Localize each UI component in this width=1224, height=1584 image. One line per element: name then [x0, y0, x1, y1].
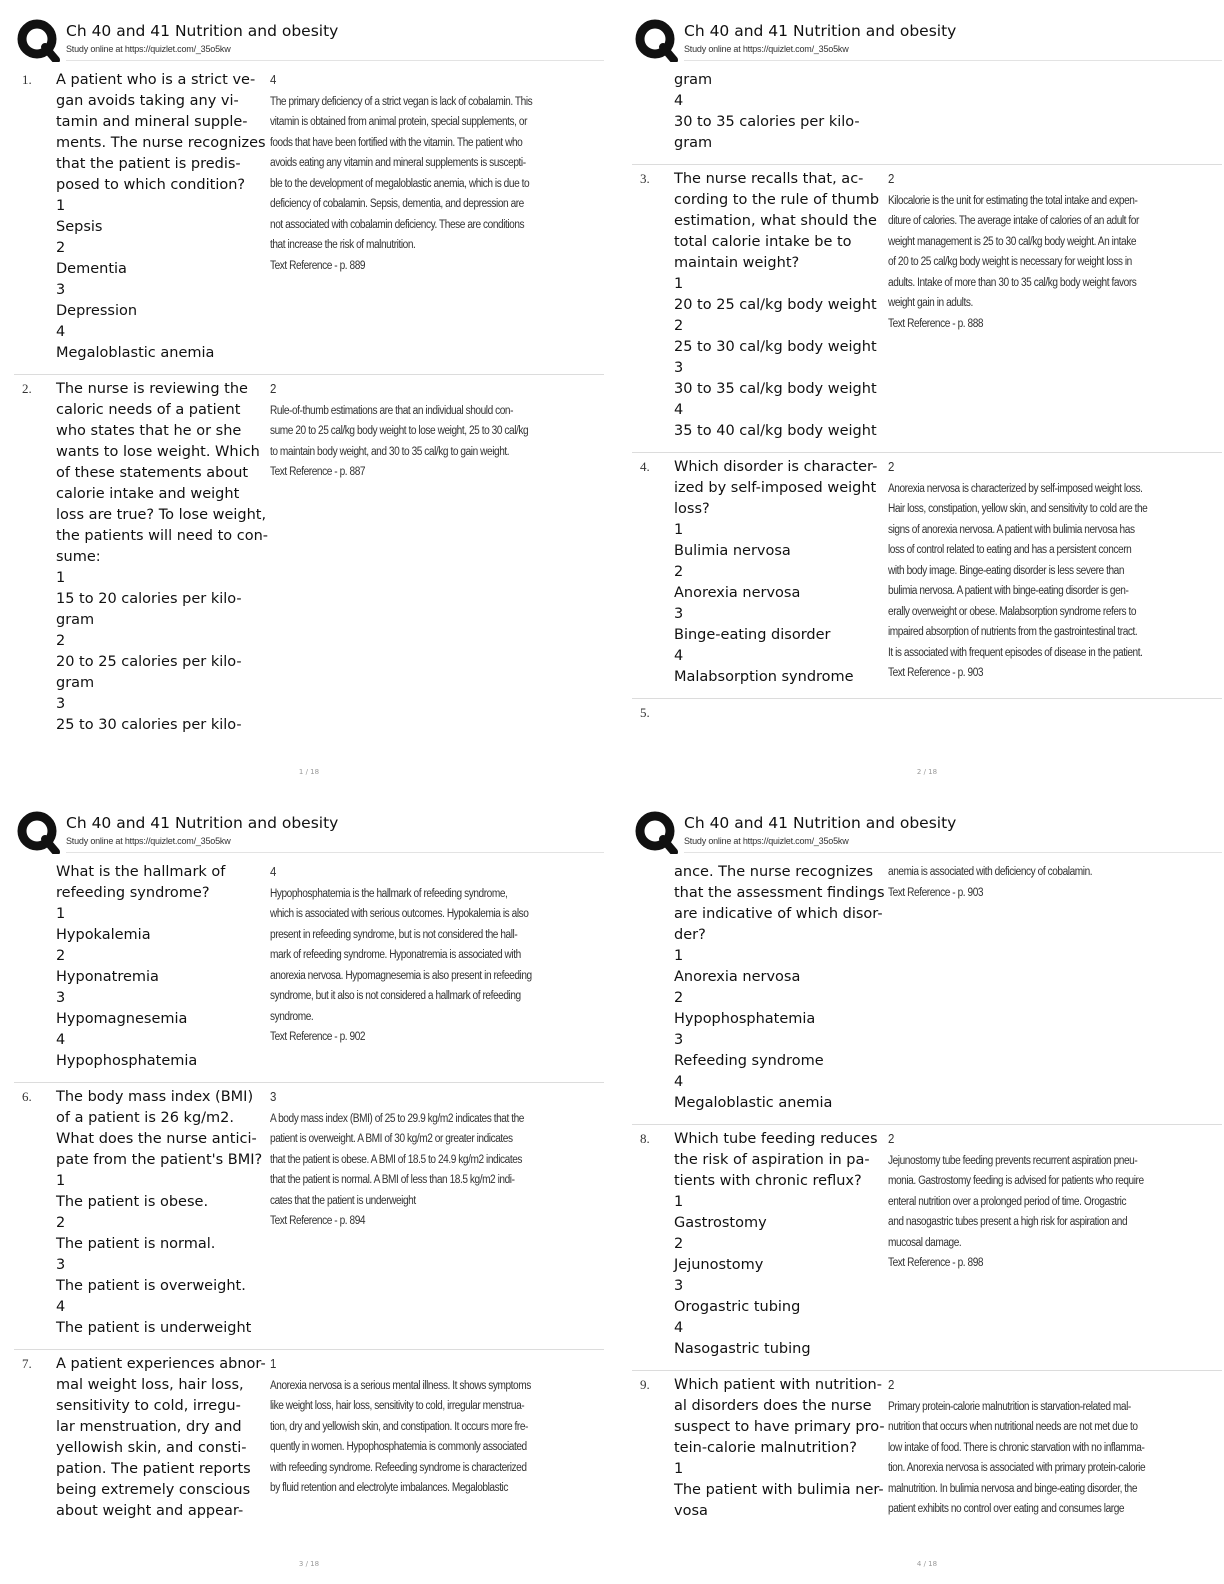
study-link[interactable]: Study online at https://quizlet.com/_35o5kw [66, 836, 231, 846]
answer-explanation: Jejunostomy tube feeding prevents recurrent aspiration pneu- monia. Gastrostomy feeding is advised for patients who require enteral nutrition over a prolonged period of time. Orogastric and nasogastric tubes present a high risk for aspiration and mucosal damage. Text Reference - p. 898 [888, 1154, 1144, 1269]
flashcard [632, 1371, 1222, 1532]
answer-number: 2 [888, 171, 894, 186]
card-question: The body mass index (BMI) of a patient is 26 kg/m2. What does the nurse antici- pate from the patient's BMI? 1 The patient is obese. 2 The patient is normal. 3 The patient is overweight. 4 The patient is underweight [56, 1089, 263, 1336]
page-title: Ch 40 and 41 Nutrition and obesity [684, 22, 957, 40]
flashcard [14, 1350, 604, 1532]
card-answer [888, 1375, 1163, 1520]
answer-number: 4 [270, 72, 276, 87]
card-question: What is the hallmark of refeeding syndrome? 1 Hypokalemia 2 Hyponatremia 3 Hypomagnesemia 4 Hypophosphatemia [56, 864, 226, 1069]
page-header [632, 808, 1222, 854]
quizlet-logo-icon [634, 18, 678, 62]
answer-explanation: anemia is associated with deficiency of cobalamin. Text Reference - p. 903 [888, 866, 1093, 899]
answer-explanation: A body mass index (BMI) of 25 to 29.9 kg/m2 indicates that the patient is overweight. A BMI of 30 kg/m2 or greater indicates that the patient is obese. A BMI of 18.5 to 24.9 kg/m2 indicates that the patient is normal. A BMI of less than 18.5 kg/m2 indi- cates that the patient is underweight Text Reference - p. 894 [270, 1112, 524, 1227]
card-number: 9. [640, 1377, 650, 1392]
card-answer [888, 457, 1163, 684]
card-answer [888, 862, 1163, 903]
card-question: Which patient with nutrition- al disorders does the nurse suspect to have primary pro- tein-calorie malnutrition? 1 The patient with bulimia ner- vosa [674, 1377, 885, 1519]
page-title: Ch 40 and 41 Nutrition and obesity [684, 814, 957, 832]
card-question: A patient who is a strict ve- gan avoids taking any vi- tamin and mineral supple- ments. The nurse recognizes that the patient is predis- posed to which condition? 1 Sepsis 2 Dementia 3 Depression 4 Megaloblastic anemia [56, 72, 266, 361]
page-4 [632, 808, 1222, 1578]
card-answer [270, 1354, 545, 1499]
card-number: 8. [640, 1131, 650, 1146]
page-title: Ch 40 and 41 Nutrition and obesity [66, 814, 339, 832]
answer-explanation: The primary deficiency of a strict vegan is lack of cobalamin. This vitamin is obtained from animal protein, special supplements, or foods that have been fortified with the vitamin. The patient who avoids eating any vitamin and mineral supplements is suscepti- ble to the development of megaloblastic anemia, which is due to deficiency of cobalamin. Sepsis, dementia, and depression are not associated with cobalamin deficiency. These are conditions that increase the risk of malnutrition. Text Reference - p. 889 [270, 95, 533, 272]
answer-number: 2 [888, 1131, 894, 1146]
study-link[interactable]: Study online at https://quizlet.com/_35o5kw [684, 836, 849, 846]
flashcard [632, 165, 1222, 453]
answer-number: 2 [888, 459, 894, 474]
flashcard [632, 699, 1222, 727]
answer-explanation: Kilocalorie is the unit for estimating the total intake and expen- diture of calories. The average intake of calories of an adult for weight management is 25 to 30 cal/kg body weight. An intake of 20 to 25 cal/kg body weight is necessary for weight loss in adults. Intake of more than 30 to 35 cal/kg body weight favors weight gain in adults. Text Reference - p. 888 [888, 194, 1139, 330]
answer-explanation: Anorexia nervosa is characterized by self-imposed weight loss. Hair loss, constipation, yellow skin, and sensitivity to cold are the signs of anorexia nervosa. A patient with bulimia nervosa has loss of control related to eating and has a persistent concern with body image. Binge-eating disorder is less severe than bulimia nervosa. A patient with binge-eating disorder is gen- erally overweight or obese. Malabsorption syndrome refers to impaired absorption of nutrients from the gastrointestinal tract. It is associated with frequent episodes of disease in the patient. Text Reference - p. 903 [888, 482, 1148, 679]
page-header [14, 16, 604, 62]
card-answer [270, 70, 545, 276]
flashcard [632, 453, 1222, 699]
page-title: Ch 40 and 41 Nutrition and obesity [66, 22, 339, 40]
card-answer [270, 1087, 545, 1232]
card-number: 7. [22, 1356, 32, 1371]
flashcard [14, 1083, 604, 1350]
answer-explanation: Rule-of-thumb estimations are that an individual should con- sume 20 to 25 cal/kg body weight to lose weight, 25 to 30 cal/kg to maintain body weight, and 30 to 35 cal/kg to gain weight. Text Reference - p. 887 [270, 404, 529, 478]
answer-explanation: Hypophosphatemia is the hallmark of refeeding syndrome, which is associated with serious outcomes. Hypokalemia is also present in refeeding syndrome, but is not considered the hall- mark of refeeding syndrome. Hyponatremia is associated with anorexia nervosa. Hypomagnesemia is also present in refeeding syndrome, but it also is not considered a hallmark of refeeding syndrome. Text Reference - p. 902 [270, 887, 532, 1043]
card-answer [888, 169, 1163, 334]
card-number: 5. [640, 705, 650, 720]
flashcard [14, 375, 604, 746]
quizlet-logo-icon [634, 810, 678, 854]
page-number: 4 / 18 [916, 1560, 938, 1568]
study-link[interactable]: Study online at https://quizlet.com/_35o5kw [684, 44, 849, 54]
card-answer [270, 862, 545, 1048]
flashcard [14, 66, 604, 375]
flashcard-continued [632, 858, 1222, 1125]
answer-number: 2 [888, 1377, 894, 1392]
card-question: ance. The nurse recognizes that the assessment findings are indicative of which disor- der? 1 Anorexia nervosa 2 Hypophosphatemia 3 Refeeding syndrome 4 Megaloblastic anemia [674, 864, 885, 1111]
answer-number: 1 [270, 1356, 276, 1371]
page-header [14, 808, 604, 854]
flashcard-continued [14, 858, 604, 1083]
page-number: 2 / 18 [916, 768, 938, 776]
page-3 [14, 808, 604, 1578]
answer-number: 2 [270, 381, 276, 396]
card-question: Which disorder is character- ized by self-imposed weight loss? 1 Bulimia nervosa 2 Anorexia nervosa 3 Binge-eating disorder 4 Malabsorption syndrome [674, 459, 878, 685]
flashcard-continued [632, 66, 1222, 165]
card-number: 1. [22, 72, 32, 87]
card-question: The nurse is reviewing the caloric needs of a patient who states that he or she wants to lose weight. Which of these statements about calorie intake and weight loss are true? To lose weight, the patients will need to con- sume: 1 15 to 20 calories per kilo- gram 2 20 to 25 calories per kilo- gram 3 25 to 30 calories per kilo- [56, 381, 268, 733]
card-number: 6. [22, 1089, 32, 1104]
card-question: Which tube feeding reduces the risk of aspiration in pa- tients with chronic reflux? 1 Gastrostomy 2 Jejunostomy 3 Orogastric tubing 4 Nasogastric tubing [674, 1131, 878, 1357]
answer-explanation: Anorexia nervosa is a serious mental illness. It shows symptoms like weight loss, hair loss, sensitivity to cold, irregular menstrua- tion, dry and yellowish skin, and constipation. It occurs more fre- quently in women. Hypophosphatemia is commonly associated with refeeding syndrome. Refeeding syndrome is characterized by fluid retention and electrolyte imbalances. Megaloblastic [270, 1379, 531, 1494]
card-number: 2. [22, 381, 32, 396]
card-answer [270, 379, 545, 483]
card-question: The nurse recalls that, ac- cording to the rule of thumb estimation, what should the total calorie intake be to maintain weight? 1 20 to 25 cal/kg body weight 2 25 to 30 cal/kg body weight 3 30 to 35 cal/kg body weight 4 35 to 40 cal/kg body weight [674, 171, 880, 439]
card-number: 4. [640, 459, 650, 474]
quizlet-logo-icon [16, 18, 60, 62]
card-number: 3. [640, 171, 650, 186]
card-question: gram 4 30 to 35 calories per kilo- gram [674, 72, 860, 151]
answer-number: 4 [270, 864, 276, 879]
card-answer [888, 1129, 1163, 1274]
page-1 [14, 16, 604, 786]
page-header [632, 16, 1222, 62]
page-number: 3 / 18 [298, 1560, 320, 1568]
flashcard [632, 1125, 1222, 1371]
page-number: 1 / 18 [298, 768, 320, 776]
answer-explanation: Primary protein-calorie malnutrition is starvation-related mal- nutrition that occurs when nutritional needs are not met due to low intake of food. There is chronic starvation with no inflamma- tion. Anorexia nervosa is associated with primary protein-calorie malnutrition. In bulimia nervosa and binge-eating disorder, the patient exhibits no control over eating and consumes large [888, 1400, 1146, 1515]
study-link[interactable]: Study online at https://quizlet.com/_35o5kw [66, 44, 231, 54]
quizlet-logo-icon [16, 810, 60, 854]
page-2 [632, 16, 1222, 786]
answer-number: 3 [270, 1089, 276, 1104]
card-question: A patient experiences abnor- mal weight loss, hair loss, sensitivity to cold, irregu- lar menstruation, dry and yellowish skin, and consti- pation. The patient reports being extremely conscious about weight and appear- [56, 1356, 266, 1519]
